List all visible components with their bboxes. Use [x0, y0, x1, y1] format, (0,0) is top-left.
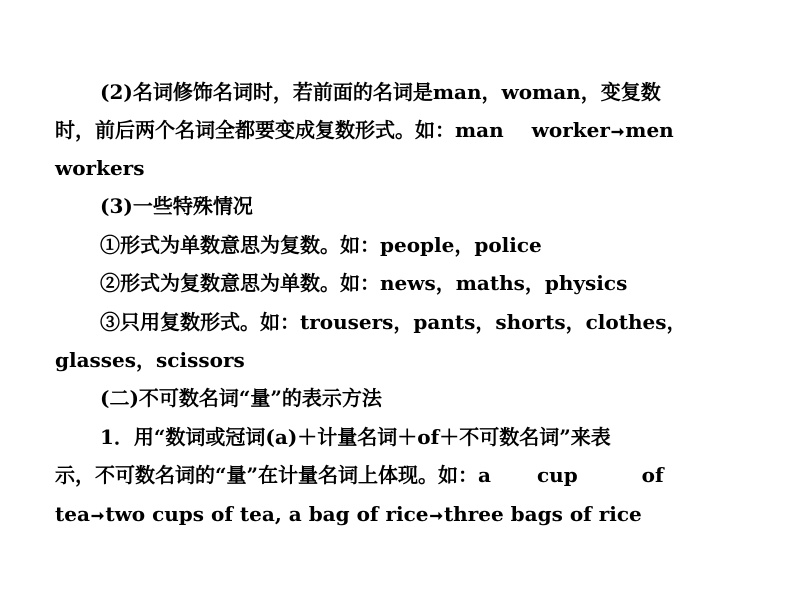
line-9-text: (二)不可数名词“量”的表示方法 — [100, 386, 382, 410]
line-12-text-a: tea — [55, 502, 90, 526]
line-11-text-b: cup — [536, 463, 578, 487]
line-8-text: glasses，scissors — [55, 348, 245, 372]
arrow-icon: ➞ — [429, 506, 443, 525]
line-5-text: ①形式为单数意思为复数。如：people，police — [100, 233, 542, 257]
line-11-text-c: of — [641, 463, 664, 487]
line-2-text-b: worker — [531, 118, 610, 142]
arrow-icon: ➞ — [90, 506, 105, 525]
text-line-12 — [55, 502, 642, 528]
text-line-11 — [55, 463, 664, 487]
line-10-text: 1．用“数词或冠词(a)＋计量名词＋of＋不可数名词”来表 — [100, 425, 611, 449]
text-line-6 — [100, 271, 627, 295]
line-12-text-c: three bags of rice — [443, 502, 642, 526]
text-line-8 — [55, 348, 245, 372]
line-1-text: (2)名词修饰名词时，若前面的名词是man，woman，变复数 — [100, 80, 661, 104]
line-11-text-a: 示，不可数名词的“量”在计量名词上体现。如：a — [55, 463, 491, 487]
arrow-icon: ➞ — [610, 122, 625, 141]
text-line-5 — [100, 233, 542, 257]
line-7-text: ③只用复数形式。如：trousers，pants，shorts，clothes， — [100, 310, 687, 334]
line-12-text-b: two cups of tea, a bag of rice — [105, 502, 429, 526]
line-3-text: workers — [55, 156, 145, 180]
line-4-text: (3)一些特殊情况 — [100, 194, 253, 218]
line-2-text-c: men — [625, 118, 674, 142]
text-line-9 — [100, 386, 382, 410]
text-line-2 — [55, 118, 674, 144]
text-line-7 — [100, 310, 686, 334]
line-2-text-a: 时，前后两个名词全都要变成复数形式。如：man — [55, 118, 504, 142]
text-line-4 — [100, 194, 253, 218]
text-line-3 — [55, 156, 144, 180]
text-line-1 — [100, 80, 661, 104]
text-line-10 — [100, 425, 611, 449]
line-6-text: ②形式为复数意思为单数。如：news，maths，physics — [100, 271, 628, 295]
